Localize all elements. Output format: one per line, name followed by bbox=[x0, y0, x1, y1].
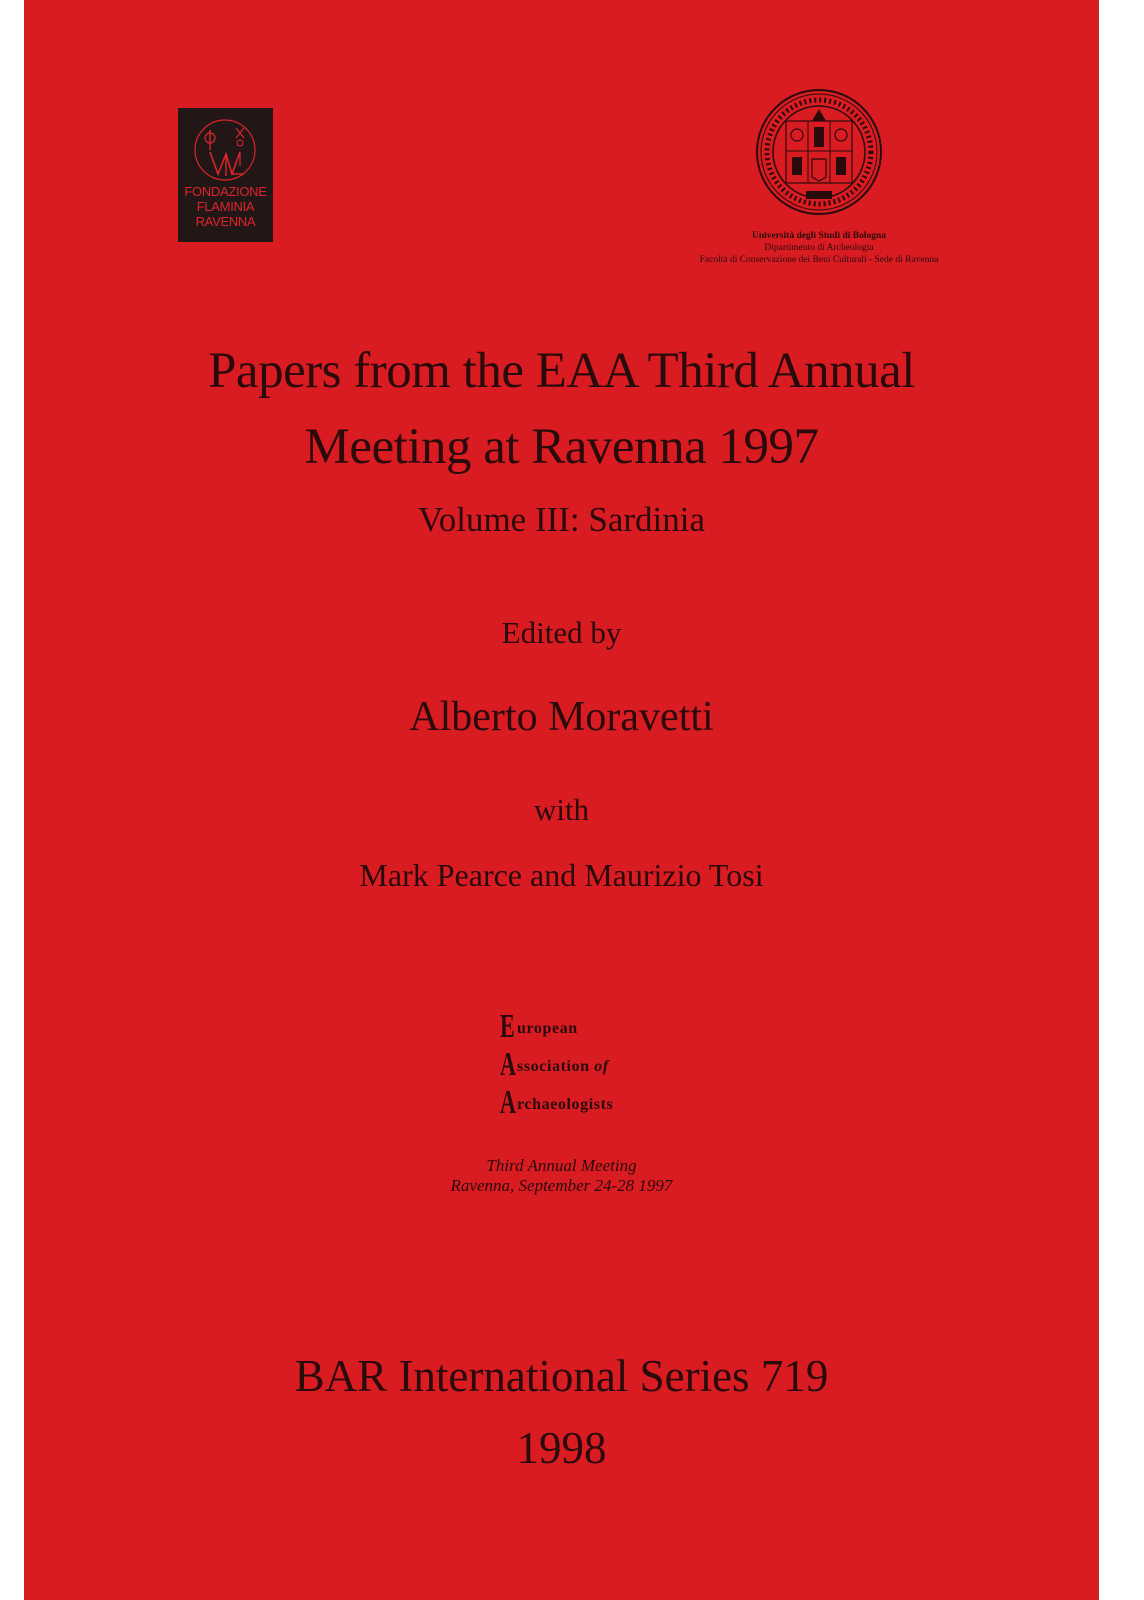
eaa-word-archaeologists: rchaeologists bbox=[517, 1096, 614, 1113]
title-line-2: Meeting at Ravenna 1997 bbox=[304, 419, 819, 475]
fondazione-line-1: FONDAZIONE bbox=[184, 184, 267, 199]
with-label: with bbox=[533, 792, 590, 827]
meeting-line-1: Third Annual Meeting bbox=[486, 1156, 637, 1175]
university-name: Università degli Studi di Bologna bbox=[751, 231, 887, 241]
eaa-word-association: ssociation of bbox=[517, 1058, 609, 1075]
editor-name: Alberto Moravetti bbox=[409, 694, 714, 740]
fondazione-line-2: FLAMINIA bbox=[196, 199, 255, 214]
university-department: Dipartimento di Archeologia bbox=[764, 243, 874, 253]
series-info bbox=[24, 1340, 1099, 1484]
university-faculty: Facoltà di Conservazione dei Beni Culturali - Sede di Ravenna bbox=[699, 255, 939, 265]
title-line-1: Papers from the EAA Third Annual bbox=[208, 343, 915, 399]
co-editors: Mark Pearce and Maurizio Tosi bbox=[359, 857, 764, 893]
volume-subtitle: Volume III: Sardinia bbox=[417, 500, 706, 539]
book-cover bbox=[24, 0, 1099, 1600]
eaa-word-european: uropean bbox=[517, 1020, 578, 1037]
fondazione-logo bbox=[178, 108, 273, 242]
university-seal-icon bbox=[754, 87, 884, 217]
fondazione-line-3: RAVENNA bbox=[195, 214, 256, 229]
eaa-letter-e: E bbox=[500, 1008, 515, 1045]
edited-by-label: Edited by bbox=[501, 615, 622, 650]
eaa-letter-a1: A bbox=[500, 1046, 516, 1083]
book-title bbox=[24, 333, 1099, 485]
meeting-info bbox=[24, 1156, 1099, 1196]
meeting-line-2: Ravenna, September 24-28 1997 bbox=[450, 1176, 673, 1195]
eaa-word-of: of bbox=[594, 1058, 609, 1075]
series-year: 1998 bbox=[516, 1423, 607, 1473]
monogram-icon bbox=[188, 116, 263, 184]
series-name: BAR International Series 719 bbox=[294, 1351, 829, 1401]
university-caption bbox=[664, 230, 974, 266]
eaa-logo bbox=[500, 1008, 614, 1122]
university-seal bbox=[754, 87, 884, 222]
eaa-letter-a2: A bbox=[500, 1084, 516, 1121]
